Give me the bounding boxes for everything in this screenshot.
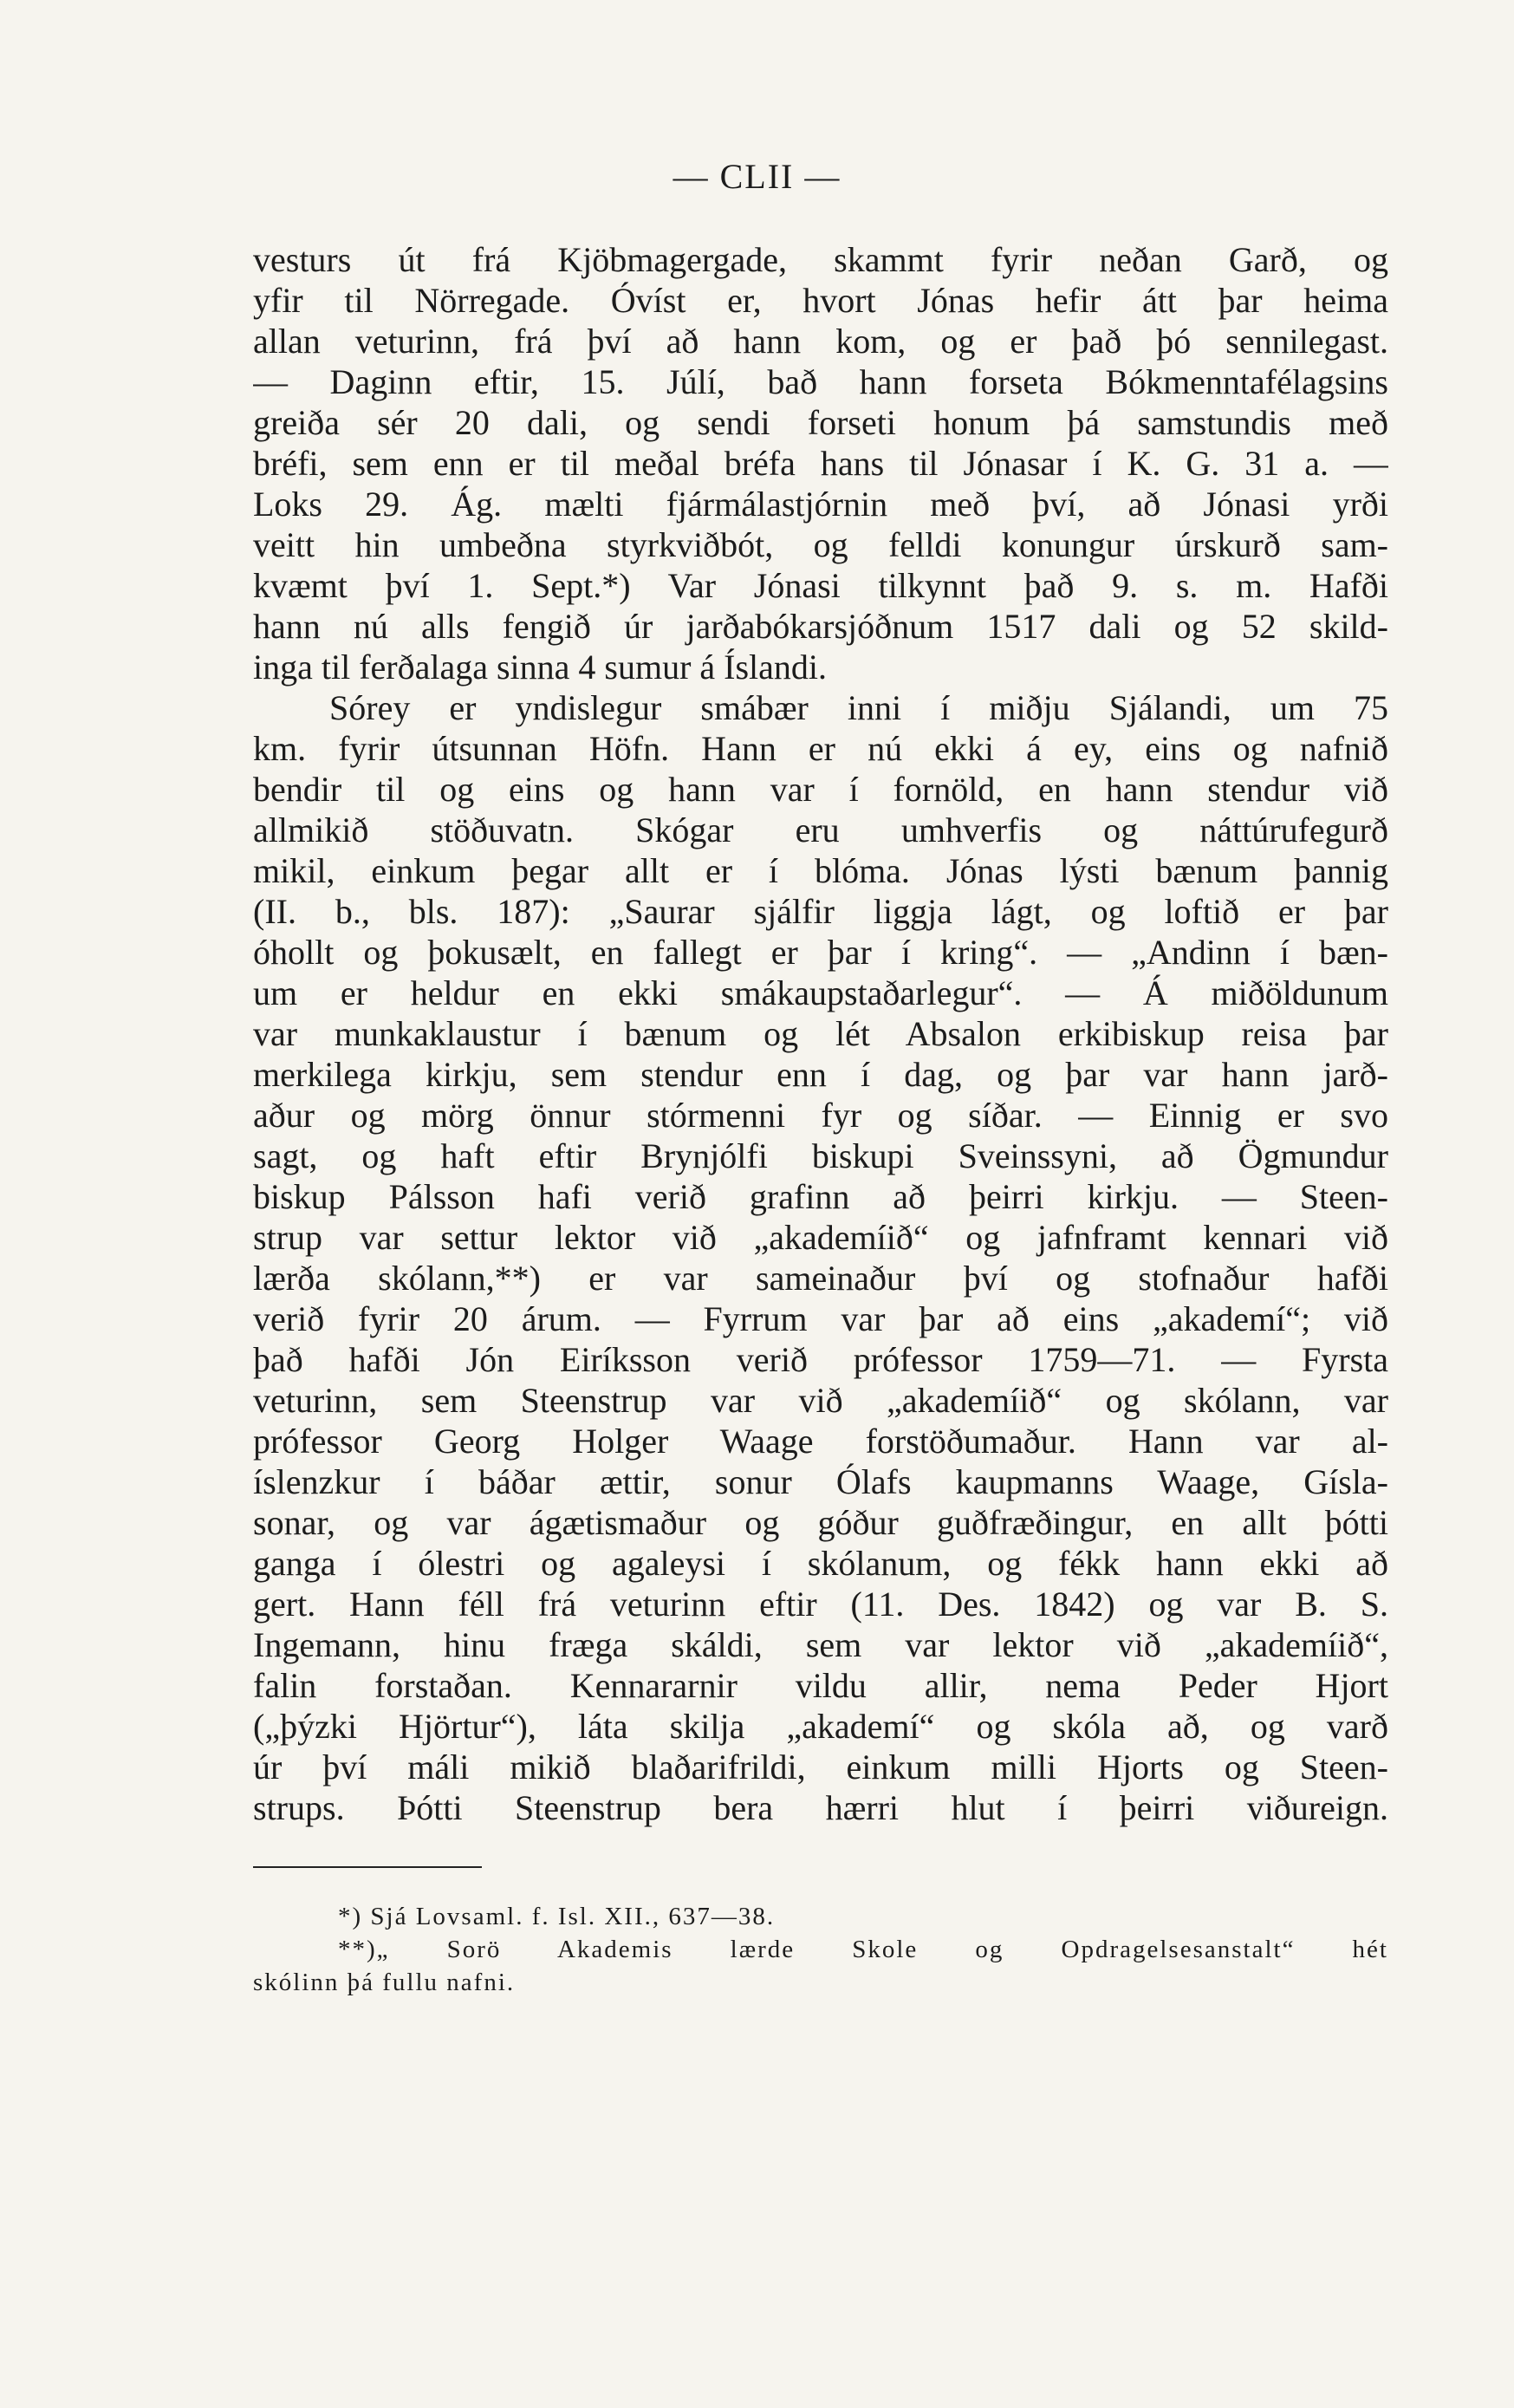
text-line: kvæmt því 1. Sept.*) Var Jónasi tilkynnt það 9. s. m. Hafði [253,566,1388,605]
text-line: strups. Þótti Steenstrup bera hærri hlut í þeirri viðureign. [253,1788,1388,1827]
text-line: lærða skólann,**) er var sameinaður því og stofnaður hafði [253,1259,1388,1298]
footnote-2: **)„ Sorö Akademis lærde Skole og Opdragelsesanstalt“ hét [338,1936,1388,1963]
text-line: greiða sér 20 dali, og sendi forseti honum þá samstundis með [253,403,1388,442]
text-line: sagt, og haft eftir Brynjólfi biskupi Sveinssyni, að Ögmundur [253,1136,1388,1175]
text-line: verið fyrir 20 árum. — Fyrrum var þar að eins „akademí“; við [253,1299,1388,1338]
text-line: inga til ferðalaga sinna 4 sumur á Íslandi. [253,648,828,687]
text-line: — Daginn eftir, 15. Júlí, bað hann forseta Bókmenntafélagsins [253,362,1388,401]
text-line: allan veturinn, frá því að hann kom, og er það þó sennilegast. [253,322,1388,361]
footnotes [253,1900,1388,1999]
text-line: gert. Hann féll frá veturinn eftir (11. Des. 1842) og var B. S. [253,1585,1388,1624]
text-line: biskup Pálsson hafi verið grafinn að þeirri kirkju. — Steen- [253,1177,1388,1216]
text-line: prófessor Georg Holger Waage forstöðumaður. Hann var al- [253,1422,1388,1461]
text-line: um er heldur en ekki smákaupstaðarlegur“. — Á miðöldunum [253,973,1388,1012]
text-line: það hafði Jón Eiríksson verið prófessor 1759—71. — Fyrsta [253,1340,1388,1379]
text-line: (II. b., bls. 187): „Saurar sjálfir liggja lágt, og loftið er þar [253,892,1388,931]
text-line: mikil, einkum þegar allt er í blóma. Jónas lýsti bænum þannig [253,851,1388,890]
text-line: veturinn, sem Steenstrup var við „akademíið“ og skólann, var [253,1381,1388,1420]
text-line: sonar, og var ágætismaður og góður guðfræðingur, en allt þótti [253,1503,1388,1542]
main-text [253,239,1388,1828]
text-line: aður og mörg önnur stórmenni fyr og síðar. — Einnig er svo [253,1096,1388,1135]
footnote-2-continuation: skólinn þá fullu nafni. [253,1969,516,1996]
text-line: merkilega kirkju, sem stendur enn í dag, og þar var hann jarð- [253,1055,1388,1094]
text-line: ganga í ólestri og agaleysi í skólanum, og fékk hann ekki að [253,1544,1388,1583]
text-line: km. fyrir útsunnan Höfn. Hann er nú ekki á ey, eins og nafnið [253,729,1388,768]
text-line: strup var settur lektor við „akademíið“ og jafnframt kennari við [253,1218,1388,1257]
text-line: bréfi, sem enn er til meðal bréfa hans til Jónasar í K. G. 31 a. — [253,444,1388,483]
page-number: — CLII — [673,157,841,196]
text-line: íslenzkur í báðar ættir, sonur Ólafs kaupmanns Waage, Gísla- [253,1462,1388,1501]
text-line: óhollt og þokusælt, en fallegt er þar í kring“. — „Andinn í bæn- [253,933,1388,972]
footnote-1: *) Sjá Lovsaml. f. Isl. XII., 637—38. [338,1903,776,1930]
text-line: („þýzki Hjörtur“), láta skilja „akademí“ og skóla að, og varð [253,1707,1388,1746]
text-line: yfir til Nörregade. Óvíst er, hvort Jónas hefir átt þar heima [253,281,1388,320]
text-line: veitt hin umbeðna styrkviðbót, og felldi konungur úrskurð sam- [253,525,1388,564]
text-line: falin forstaðan. Kennararnir vildu allir, nema Peder Hjort [253,1666,1388,1705]
text-line: Ingemann, hinu fræga skáldi, sem var lektor við „akademíið“, [253,1625,1388,1664]
text-line: hann nú alls fengið úr jarðabókarsjóðnum 1517 dali og 52 skild- [253,607,1388,646]
text-line: úr því máli mikið blaðarifrildi, einkum milli Hjorts og Steen- [253,1747,1388,1786]
text-line: vesturs út frá Kjöbmagergade, skammt fyrir neðan Garð, og [253,240,1388,279]
footnote-divider [253,1866,482,1868]
text-line: Loks 29. Ág. mælti fjármálastjórnin með því, að Jónasi yrði [253,485,1388,524]
text-line: var munkaklaustur í bænum og lét Absalon erkibiskup reisa þar [253,1014,1388,1053]
text-line: allmikið stöðuvatn. Skógar eru umhverfis og náttúrufegurð [253,810,1388,849]
text-line: bendir til og eins og hann var í fornöld, en hann stendur við [253,770,1388,809]
paragraph-start-line: Sórey er yndislegur smábær inni í miðju Sjálandi, um 75 [329,688,1388,727]
